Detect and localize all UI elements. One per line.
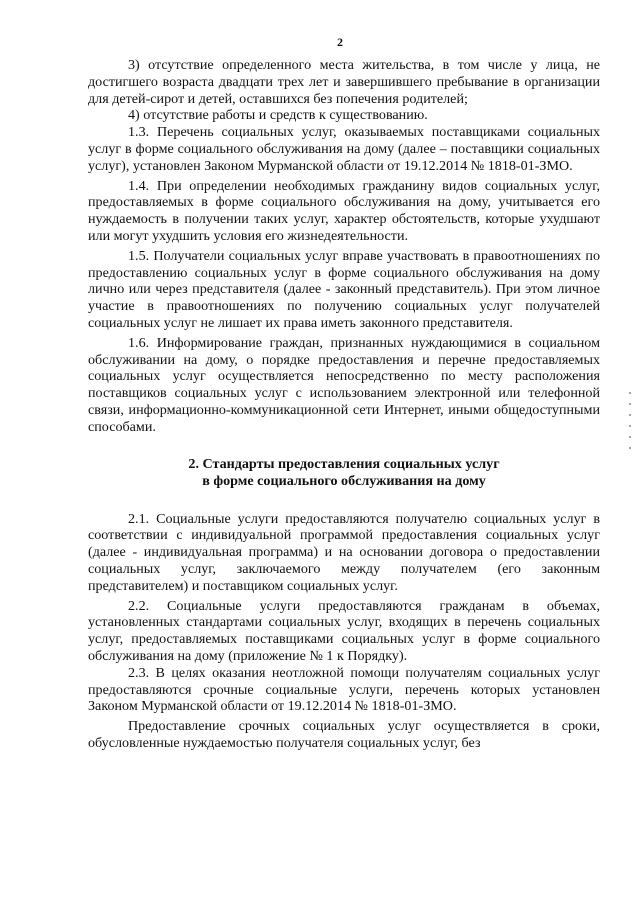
paragraph-item-4: 4) отсутствие работы и средств к существованию. xyxy=(128,107,428,124)
scan-margin-marks xyxy=(629,392,632,452)
paragraph-1-3: 1.3. Перечень социальных услуг, оказываемых поставщиками социальных услуг в форме социального обслуживания на дому (далее – поставщики социальных услуг), установлен Законом Мурманской области от 19.12.2014 № 1818-01-ЗМО. xyxy=(88,124,600,174)
paragraph-urgent-services: Предоставление срочных социальных услуг осуществляется в сроки, обусловленные нуждаемостью получателя социальных услуг, без xyxy=(88,718,600,751)
section-title-line-1: 2. Стандарты предоставления социальных услуг xyxy=(188,455,500,472)
section-title-line-2: в форме социального обслуживания на дому xyxy=(202,472,486,489)
paragraph-2-1: 2.1. Социальные услуги предоставляются получателю социальных услуг в соответствии с индивидуальной программой предоставления социальных услуг (далее - индивидуальная программа) и на основании договора о предоставлении социальных услуг, заключаемого между получателем (его законным представителем) и поставщиком социальных услуг. xyxy=(88,510,600,594)
paragraph-2-3: 2.3. В целях оказания неотложной помощи получателям социальных услуг предоставляются срочные социальные услуги, перечень которых установлен Законом Мурманской области от 19.12.2014 № 1818-01-ЗМО. xyxy=(88,664,600,715)
page-number: 2 xyxy=(337,35,343,49)
paragraph-1-6: 1.6. Информирование граждан, признанных нуждающимися в социальном обслуживании на дому, о порядке предоставления и перечне предоставляемых социальных услуг осуществляется непосредственно по месту расположения поставщиков социальных услуг с использованием электронной или телефонной связи, информационно-коммуникационной сети Интернет, иными общедоступными способами. xyxy=(88,334,600,435)
paragraph-1-5: 1.5. Получатели социальных услуг вправе участвовать в правоотношениях по предоставлению социальных услуг в форме социального обслуживания на дому лично или через представителя (далее - законный представитель). При этом личное участие в правоотношениях по получению социальных услуг получателей социальных услуг не лишает их права иметь законного представителя. xyxy=(88,247,600,331)
paragraph-item-3: 3) отсутствие определенного места жительства, в том числе у лица, не достигшего возраста двадцати трех лет и завершившего пребывание в организации для детей-сирот и детей, оставшихся без попечения родителей; xyxy=(88,57,600,107)
paragraph-2-2: 2.2. Социальные услуги предоставляются гражданам в объемах, установленных стандартами социальных услуг, входящих в перечень социальных услуг, предоставляемых поставщиками социальных услуг в форме социального обслуживания на дому (приложение № 1 к Порядку). xyxy=(88,597,600,664)
paragraph-1-4: 1.4. При определении необходимых гражданину видов социальных услуг, предоставляемых в форме социального обслуживания на дому, учитывается его нуждаемость в получении таких услуг, характер обстоятельств, которые ухудшают или могут ухудшить условия его жизнедеятельности. xyxy=(88,177,600,244)
